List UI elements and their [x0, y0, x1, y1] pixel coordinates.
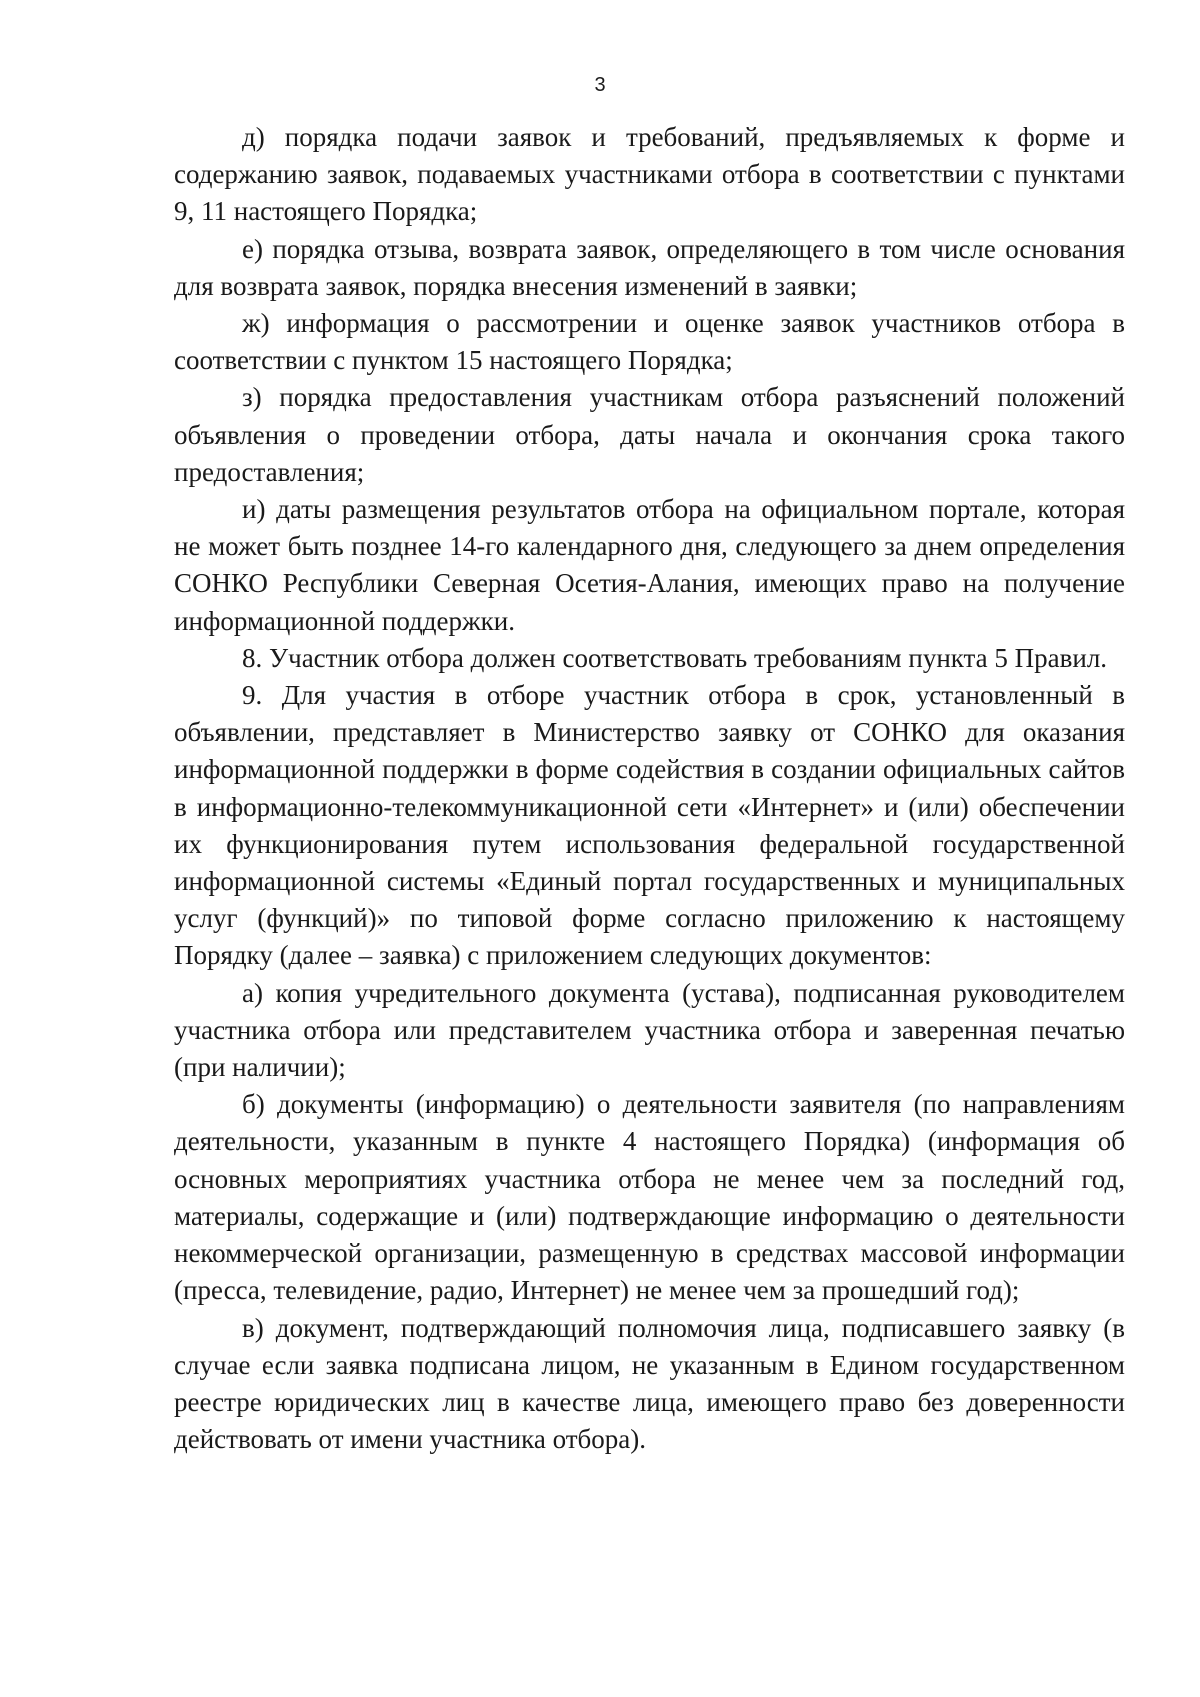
- paragraph-subitem-a: а) копия учредительного документа (устава), подписанная руководителем участника отбора или представителем участника отбора и заверенная печатью (при наличии);: [174, 977, 1125, 1083]
- paragraph-subitem-b: б) документы (информацию) о деятельности заявителя (по направлениям деятельности, указанным в пункте 4 настоящего Порядка) (информация об основных мероприятиях участника отбора не менее чем за последний год, материалы, содержащие и (или) подтверждающие информацию о деятельности некоммерческой организации, размещенную в средствах массовой информации (пресса, телевидение, радио, Интернет) не менее чем за прошедший год);: [174, 1089, 1125, 1306]
- paragraph-item-i: и) даты размещения результатов отбора на официальном портале, которая не может быть позднее 14-го календарного дня, следующего за днем определения СОНКО Республики Северная Осетия-Алания, имеющих право на получение информационной поддержки.: [174, 494, 1125, 636]
- paragraph-clause-8: 8. Участник отбора должен соответствовать требованиям пункта 5 Правил.: [242, 642, 1108, 673]
- paragraph-clause-9: 9. Для участия в отборе участник отбора в срок, установленный в объявлении, представляет в Министерство заявку от СОНКО для оказания информационной поддержки в форме содействия в создании официальных сайтов в информационно-телекоммуникационной сети «Интернет» и (или) обеспечении их функционирования путем использования федеральной государственной информационной системы «Единый портал государственных и муниципальных услуг (функций)» по типовой форме согласно приложению к настоящему Порядку (далее – заявка) с приложением следующих документов:: [174, 680, 1125, 971]
- paragraph-subitem-v: в) документ, подтверждающий полномочия лица, подписавшего заявку (в случае если заявка подписана лицом, не указанным в Едином государственном реестре юридических лиц в качестве лица, имеющего право без доверенности действовать от имени участника отбора).: [174, 1312, 1125, 1455]
- paragraph-item-z: з) порядка предоставления участникам отбора разъяснений положений объявления о проведении отбора, даты начала и окончания срока такого предоставления;: [174, 382, 1125, 487]
- paragraph-item-e: е) порядка отзыва, возврата заявок, определяющего в том числе основания для возврата заявок, порядка внесения изменений в заявки;: [174, 233, 1125, 301]
- paragraph-item-d: д) порядка подачи заявок и требований, предъявляемых к форме и содержанию заявок, подаваемых участниками отбора в соответствии с пунктами 9, 11 настоящего Порядка;: [174, 122, 1125, 227]
- paragraph-item-zh: ж) информация о рассмотрении и оценке заявок участников отбора в соответствии с пунктом 15 настоящего Порядка;: [174, 308, 1125, 376]
- page-number: 3: [594, 74, 606, 96]
- document-body: [174, 119, 1125, 1458]
